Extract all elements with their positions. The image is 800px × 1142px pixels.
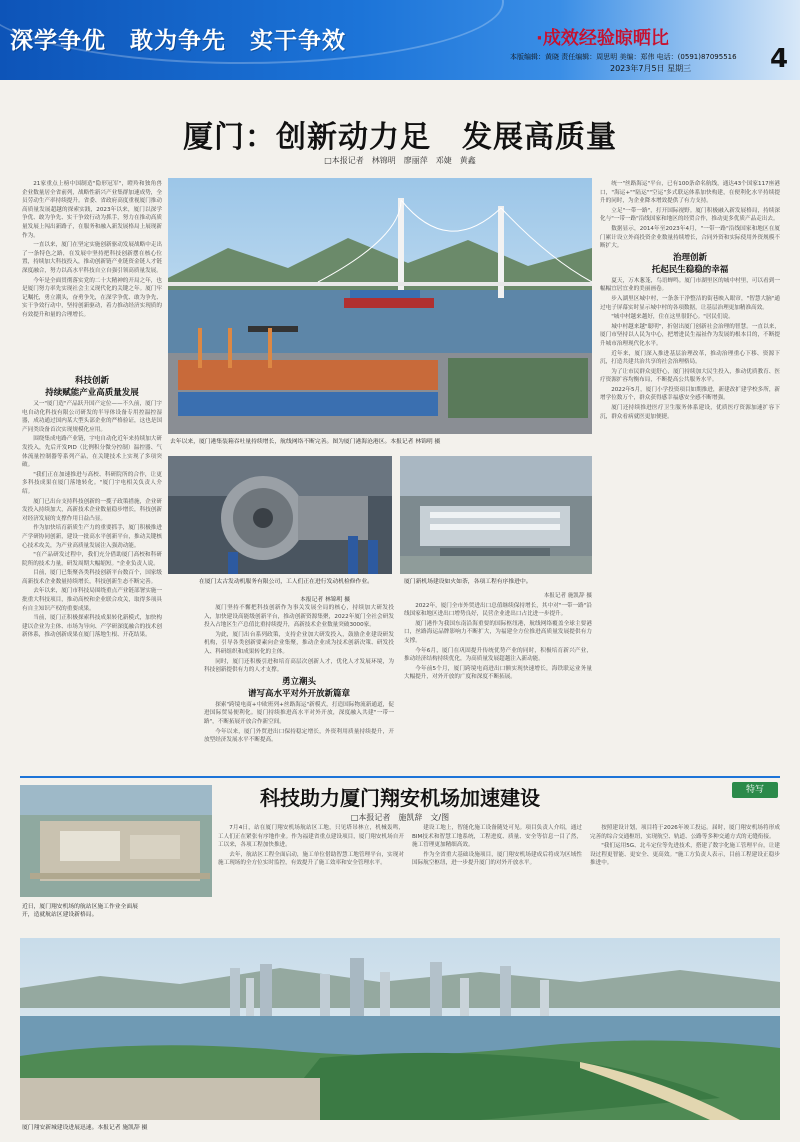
article2-column-2 bbox=[412, 824, 582, 934]
article-byline: □本报记者 林锦明 廖丽萍 邓婕 黄鑫 bbox=[324, 156, 476, 165]
article2-headline: 科技助力厦门翔安机场加速建设 bbox=[260, 786, 540, 810]
paragraph: 去年，航站区工程全面启动，施工单位借助智慧工地管理平台，实现对施工现场的全方位实时监控，有效提升了施工效率和安全管理水平。 bbox=[218, 851, 404, 867]
port-bridge-photo bbox=[168, 178, 592, 434]
paragraph: 21家重点上榜中国制造"隐形冠军"，瞪羚和独角兽企业数量居全省前列，战略性新兴产业集群加速成势，全员劳动生产率持续提升。省委、省政府高度重视厦门推动高质量发展超越的探索实践，2023年以来，厦门以深学争优、敢为争先、实干争效行动为抓手，努力在推动高质量发展上闯出新路子，在服务和融入新发展格局上展现新作为。 bbox=[22, 181, 162, 239]
photo-caption: 在厦门太古发动机服务有限公司，工人们正在进行发动机检修作业。 bbox=[199, 579, 373, 585]
banner-title: 深学争优 敢为争先 实干争效 bbox=[10, 28, 346, 54]
banner-editors: 本版编辑：黄晓 责任编辑：周思明 美编：郑伟 电话：(0591)87095516 bbox=[510, 53, 737, 61]
article-column-4 bbox=[600, 180, 780, 775]
page-number: 4 bbox=[770, 44, 789, 74]
paragraph: 为了让市民群众更舒心，厦门持续加大民生投入，推动优质教育、医疗资源扩容均衡布局，不断提高公共服务水平。 bbox=[600, 368, 780, 384]
banner-subtitle: ·成效经验晾晒比 bbox=[536, 28, 669, 49]
photo-credit: 本报记者 林锦明 摄 bbox=[300, 597, 351, 603]
paragraph: 7月4日，站在厦门翔安机场航站区工地，只见塔吊林立，机械轰鸣，工人们正在紧张有序地作业。作为福建省重点建设项目，厦门翔安机场自开工以来，各项工程加快推进。 bbox=[218, 825, 404, 849]
paragraph: 目前，厦门已集聚各类科技创新平台数百个，国家级高新技术企业数量持续增长，科技创新生态不断完善。 bbox=[22, 570, 162, 585]
paragraph: 统一"丝路海运"平台，已有100条命名航线，通达43个国家117座港口，"海运+""陆运""空运"多式联运体系加快构建，在便利化水平持续提升的同时，为企业降本增效提供了有力支持。 bbox=[600, 181, 780, 205]
photo-credit: 本报记者 施凯辞 摄 bbox=[543, 593, 592, 599]
banner-date: 2023年7月5日 星期三 bbox=[610, 64, 692, 73]
paragraph: 为此，厦门出台系列政策，支持企业加大研发投入，鼓励企业建设研发机构，引导各类创新要素向企业集聚，推动企业成为技术创新决策、研发投入、科研组织和成果转化的主体。 bbox=[204, 631, 394, 655]
paragraph: 今年是全面贯彻落实党的二十大精神的开局之年，也是厦门努力率先实现社会主义现代化的关键之年。厦门牢记嘱托，勇立潮头，奋勇争先，在深学争优、敢为争先、实干争效行动中，坚持创新驱动，着力推动经济实现质的有效提升和量的合理增长。 bbox=[22, 277, 162, 318]
paragraph: 厦门坚持不懈把科技创新作为事关发展全局的核心，持续加大研发投入，加快建设高能级创新平台，推动创新资源集聚，2022年厦门全社会研发投入占地区生产总值比重持续提升，高新技术企业数量突破3000家。 bbox=[204, 605, 394, 629]
engine-workshop-photo bbox=[168, 456, 392, 574]
paragraph: 城中村越来越"聪明"，折射出厦门创新社会治理的智慧。一直以来，厦门市坚持以人民为中心，把增进民生福祉作为发展的根本目的，不断提升城市治理现代化水平。 bbox=[600, 323, 780, 347]
paragraph: 建设工地上，智能化施工设备随处可见。项目负责人介绍，通过BIM技术和智慧工地系统，工程进度、质量、安全等信息一目了然，施工管理更加精细高效。 bbox=[412, 825, 582, 849]
paragraph: 作为加快培育新质生产力的重要抓手，厦门积极推进产学研协同创新，建设一批高水平创新平台，推动关键核心技术攻关，为产业高质量发展注入强劲动能。 bbox=[22, 525, 162, 549]
photo-caption: 近日，厦门翔安机场的航站区施工作业全面展开，造就航站区建设新格局。 bbox=[22, 904, 138, 918]
page-banner bbox=[0, 0, 800, 80]
paragraph: 一直以来，厦门在坚定实施创新驱动发展战略中走出了一条特色之路，在发展中坚持把科技创新摆在核心位置，持续加大科技投入，推动创新链产业链资金链人才链深度融合，努力以高水平科技自立自强引领高质量发展。 bbox=[22, 242, 162, 274]
article-column-1b bbox=[22, 375, 162, 775]
paragraph: "在产品研发过程中，我们充分借助厦门高校和科研院所的技术力量，研发周期大幅缩短。"企业负责人说。 bbox=[22, 552, 162, 567]
paragraph: 当前，厦门正积极探索科技成果转化新模式，加快构建以企业为主体、市场为导向、产学研深度融合的技术创新体系，推动创新成果在厦门落地生根、开花结果。 bbox=[22, 615, 162, 639]
article2-column-3 bbox=[590, 824, 780, 934]
paragraph: 2022年，厦门全市外贸进出口总值继续保持增长，其中对"一带一路"沿线国家和地区进出口增势良好，民营企业进出口占比进一步提升。 bbox=[404, 602, 592, 618]
paragraph: 2022年5月，厦门小学投资项目如期推进，新建改扩建学校多所，新增学位数万个，群众获得感幸福感安全感不断增强。 bbox=[600, 386, 780, 402]
paragraph: "我们正在加速推进与高校、科研院所的合作，让更多科技成果在厦门落地转化。"厦门宇电相关负责人介绍。 bbox=[22, 471, 162, 495]
paragraph: 厦门还持续推进医疗卫生服务体系建设，优质医疗资源加速扩容下沉，群众看病就医更加便捷。 bbox=[600, 405, 780, 420]
paragraph: 厦门港作为我国东南沿海重要的国际枢纽港，航线网络覆盖全球主要港口，丝路海运品牌影响力不断扩大，为福建全方位推进高质量发展提供有力支撑。 bbox=[404, 620, 592, 644]
section-divider bbox=[20, 776, 780, 778]
article-column-1 bbox=[22, 180, 162, 375]
article2-column-1 bbox=[218, 824, 404, 934]
paragraph: 夏天，万木葱茏，鸟语蝉鸣。厦门市湖里区的城中村里，可以看到一幅幅宜居宜业的美丽画卷。 bbox=[600, 277, 780, 293]
paragraph: 立足"一带一路"，打开国际视野。厦门积极融入新发展格局，持续深化与"一带一路"沿线国家和地区的经贸合作，推动更多优质产品走出去。 bbox=[600, 207, 780, 223]
city-panorama-photo bbox=[20, 938, 780, 1120]
paragraph: 同时，厦门还积极引进和培育高层次创新人才，优化人才发展环境，为科技创新提供有力的人才支撑。 bbox=[204, 658, 394, 674]
article2-byline: □本报记者 施凯辞 文/图 bbox=[350, 813, 450, 822]
photo-caption: 厦门翔安新城建设进展迅速。本报记者 施凯辞 摄 bbox=[22, 1125, 148, 1131]
section-subhead: 勇立潮头 谱写高水平对外开放新篇章 bbox=[247, 676, 350, 699]
paragraph: 近年来，厦门深入推进基层治理改革，推动治理重心下移、资源下沉，打造共建共治共享的社会治理格局。 bbox=[600, 350, 780, 366]
airport-construction-photo bbox=[400, 456, 592, 574]
paragraph: 作为全省重大基础设施项目，厦门翔安机场建成后将成为区域性国际航空枢纽，进一步提升厦门的对外开放水平。 bbox=[412, 851, 582, 867]
paragraph: 探索"跨境电商+中欧班列+丝路海运"新模式，打造国际物流新通道，促进国际贸易便利化。厦门持续推进高水平对外开放，深度融入共建"一带一路"，不断拓展开放合作新空间。 bbox=[204, 701, 394, 725]
paragraph: 数据显示，2014年至2023年4月，"一带一路"沿线国家和地区在厦门累计设立外商投资企业数量持续增长，合同外资和实际使用外资规模不断扩大。 bbox=[600, 225, 780, 250]
paragraph: 今年前5个月，厦门跨境电商进出口额实现快速增长，海铁联运业务量大幅提升，对外开放的广度和深度不断拓展。 bbox=[404, 665, 592, 681]
paragraph: 又一"厦门造"产品跃升国产定位——不久前，厦门宇电自动化科技有限公司研发的半导体设备专用控温控湿器，成功通过国内某大型头部企业的严格验证，这也是国产同类设备首次实现规模化应用。 bbox=[22, 401, 162, 433]
article-headline: 厦门：创新动力足 发展高质量 bbox=[183, 120, 617, 155]
airport-aerial-photo bbox=[20, 785, 212, 897]
paragraph: "城中村越来越好，住在这里很舒心。"居民们说。 bbox=[611, 314, 734, 321]
paragraph: 围绕集成电路产业链，宇电自动化近年来持续加大研发投入，先后开发PID（比例积分微分控制）温控器、气体流量控制器等系列产品，在关键技术上实现了多项突破。 bbox=[22, 436, 162, 469]
paragraph: "我们运用5G、北斗定位等先进技术，搭建了数字化施工管理平台，让建设过程更智能、更安全、更高效。"施工方负责人表示，目前工程建设正稳步推进中。 bbox=[590, 843, 780, 867]
photo-caption: 厦门新机场建设如火如荼，各项工程有序推进中。 bbox=[404, 579, 532, 585]
paragraph: 今年6月，厦门在巩固提升传统优势产业的同时，积极培育新兴产业，推动经济结构持续优化，为高质量发展超越注入新动能。 bbox=[404, 647, 592, 663]
paragraph: 按照建设计划，项目将于2026年竣工投运。届时，厦门翔安机场将形成完善的综合交通枢纽，实现航空、轨道、公路等多种交通方式的无缝衔接。 bbox=[590, 825, 780, 840]
article-column-2 bbox=[204, 604, 394, 774]
photo-caption: 去年以来，厦门港集装箱吞吐量持续增长，航线网络不断完善。图为厦门港海沧港区。本报记者 林锦明 摄 bbox=[170, 439, 441, 445]
paragraph: 厦门已出台支持科技创新的一揽子政策措施，企业研发投入持续加大，高新技术企业数量稳步增长，科技创新对经济发展的支撑作用日益凸显。 bbox=[22, 498, 162, 522]
section-subhead: 科技创新 持续赋能产业高质量发展 bbox=[45, 376, 139, 398]
feature-tag: 特写 bbox=[732, 782, 778, 798]
paragraph: 步入湖里区城中村，一条条干净整洁的街巷映入眼帘，"智慧大脑"通过电子屏幕实时显示城中村的各项数据，让基层治理更加精准高效。 bbox=[600, 295, 780, 311]
article-column-3 bbox=[404, 592, 592, 772]
paragraph: 今年以来，厦门外贸进出口保持稳定增长，外资利用质量持续提升，开放型经济发展水平不断提高。 bbox=[204, 728, 394, 744]
paragraph: 去年以来，厦门市科技局围绕重点产业链部署实施一批重大科技项目，推动高校和企业联合攻关，取得多项具有自主知识产权的重要成果。 bbox=[22, 588, 162, 612]
section-subhead: 治理创新 托起民生稳稳的幸福 bbox=[651, 252, 729, 275]
